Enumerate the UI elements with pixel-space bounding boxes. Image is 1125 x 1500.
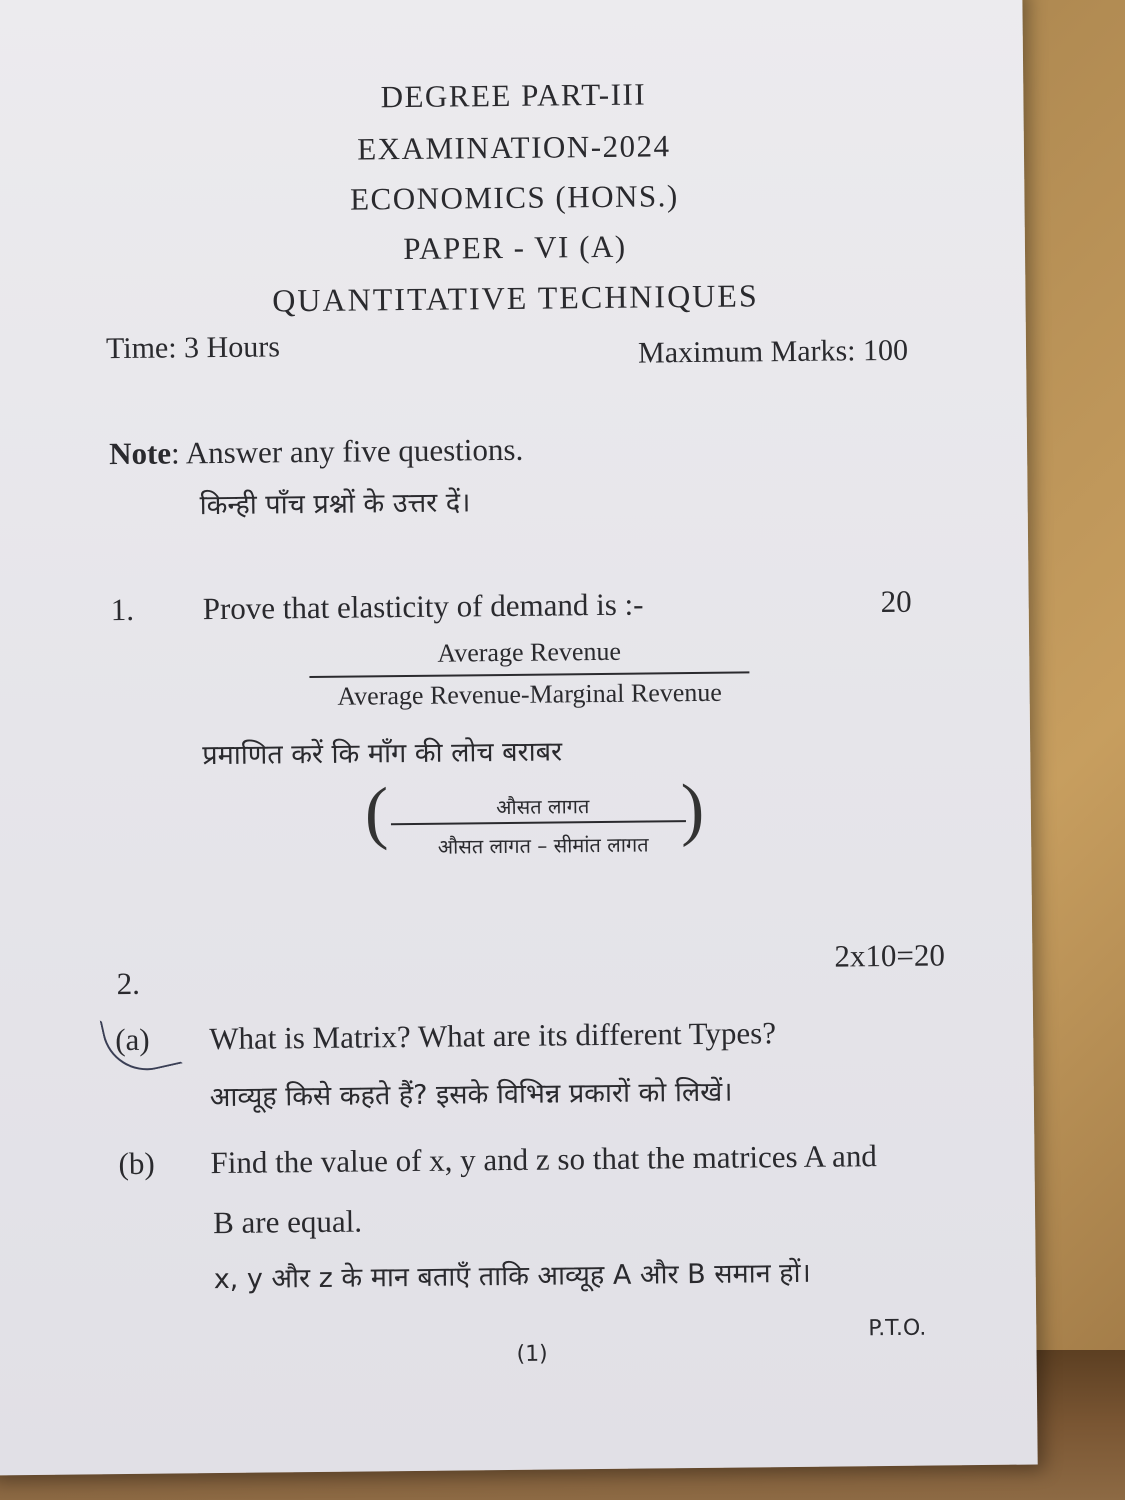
header-paper: PAPER - VI (A): [403, 228, 627, 267]
note-colon: :: [170, 435, 180, 471]
note-english: Answer any five questions.: [185, 431, 524, 471]
note-label: Note: [108, 435, 172, 472]
q2b-text-line2: B are equal.: [212, 1203, 363, 1241]
note-block: [109, 432, 524, 472]
q2-marks: 2x10=20: [834, 937, 946, 974]
q2b-label: (b): [118, 1145, 155, 1182]
pto-label: P.T.O.: [868, 1315, 927, 1342]
q1-text: Prove that elasticity of demand is :-: [202, 586, 644, 627]
hindi-fraction-close-paren: ): [680, 770, 705, 849]
q2b-text-line1: Find the value of x, y and z so that the matrices A and: [210, 1138, 878, 1181]
q2a-hindi: आव्यूह किसे कहते हैं? इसके विभिन्न प्रकारों को लिखें।: [209, 1076, 733, 1114]
header-examination: EXAMINATION-2024: [357, 128, 671, 167]
q1-number: 1.: [110, 591, 135, 628]
header-title: QUANTITATIVE TECHNIQUES: [272, 277, 759, 319]
q1-hindi-fraction-denominator: औसत लागत – सीमांत लागत: [437, 832, 649, 859]
q1-hindi-fraction-numerator: औसत लागत: [496, 794, 590, 820]
time-label: Time: 3 Hours: [105, 330, 281, 366]
q1-marks: 20: [880, 583, 912, 620]
q1-hindi: प्रमाणित करें कि माँग की लोच बराबर: [202, 736, 563, 772]
q2b-hindi: x, y और z के मान बताएँ ताकि आव्यूह A और B समान हों।: [213, 1257, 811, 1296]
header-subject: ECONOMICS (HONS.): [349, 178, 679, 217]
max-marks-label: Maximum Marks: 100: [637, 333, 909, 370]
hindi-fraction-open-paren: (: [364, 774, 389, 852]
q2a-text: What is Matrix? What are its different Types?: [209, 1015, 777, 1057]
q1-fraction-denominator: Average Revenue-Marginal Revenue: [337, 677, 723, 711]
q1-hindi-fraction-bar: [391, 820, 686, 825]
q1-fraction-numerator: Average Revenue: [437, 636, 622, 668]
page-number: (1): [516, 1341, 548, 1367]
note-hindi: किन्ही पाँच प्रश्नों के उत्तर दें।: [199, 487, 471, 522]
q1-fraction-bar: [309, 671, 749, 677]
q2a-label: (a): [115, 1021, 150, 1058]
header-degree: DEGREE PART-III: [380, 76, 647, 115]
q2-number: 2.: [116, 965, 141, 1002]
